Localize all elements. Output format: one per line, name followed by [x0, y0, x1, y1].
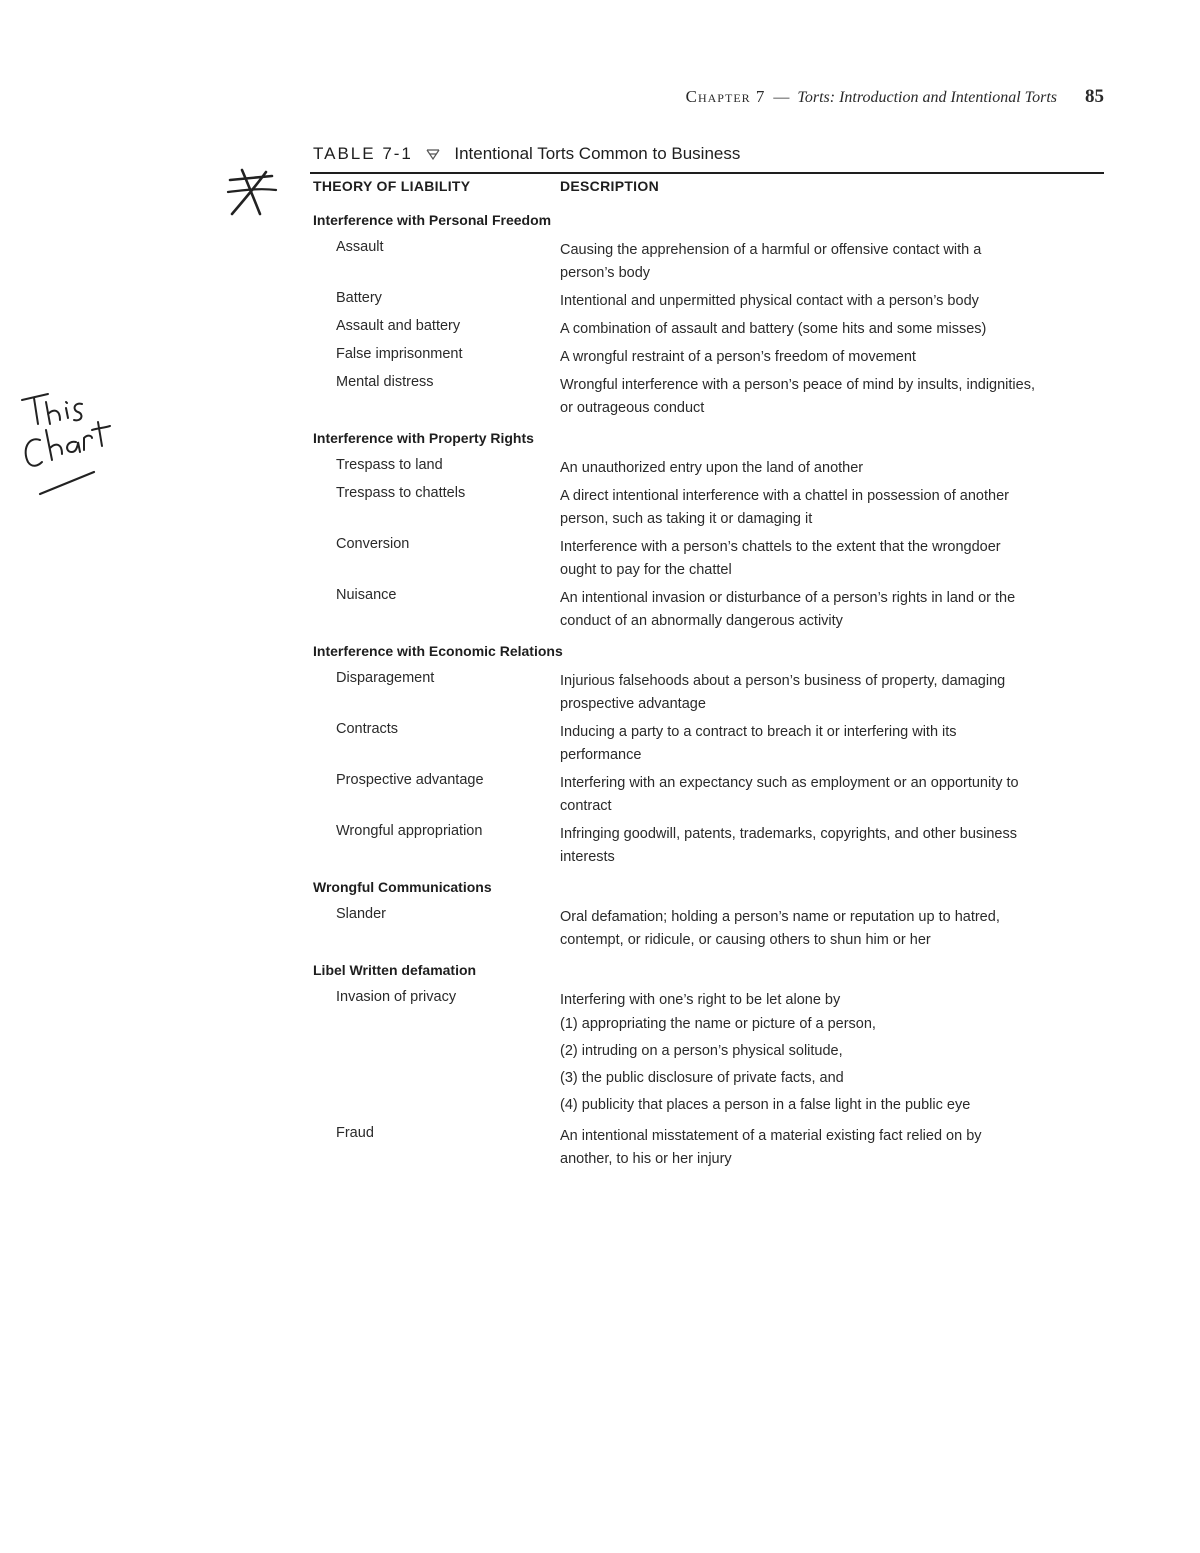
- chapter-title: Torts: Introduction and Intentional Torts: [797, 89, 1057, 106]
- section-heading: Interference with Property Rights: [313, 430, 534, 446]
- description-line: contract: [560, 798, 612, 814]
- handwritten-star-mark: [222, 168, 282, 220]
- theory-term: Mental distress: [336, 374, 434, 390]
- running-header: [630, 86, 1104, 108]
- theory-term: Prospective advantage: [336, 772, 484, 788]
- description-line: contempt, or ridicule, or causing others to shun him or her: [560, 932, 931, 948]
- table-caption: Intentional Torts Common to Business: [454, 144, 741, 163]
- description-line: person, such as taking it or damaging it: [560, 511, 813, 527]
- description-line: Wrongful interference with a person’s peace of mind by insults, indignities,: [560, 377, 1035, 393]
- description-line: interests: [560, 849, 615, 865]
- table-top-rule: [310, 172, 1104, 174]
- description-line: Interfering with an expectancy such as employment or an opportunity to: [560, 775, 1019, 791]
- description-line: prospective advantage: [560, 696, 706, 712]
- theory-term: Disparagement: [336, 670, 435, 686]
- description-line: A wrongful restraint of a person’s freedom of movement: [560, 349, 916, 365]
- table-ornament-icon: [426, 148, 440, 160]
- table-title: [313, 144, 740, 164]
- theory-term: Fraud: [336, 1125, 374, 1141]
- column-header-description: DESCRIPTION: [560, 178, 659, 194]
- theory-term: Trespass to land: [336, 457, 443, 473]
- theory-term: Wrongful appropriation: [336, 823, 483, 839]
- description-line: ought to pay for the chattel: [560, 562, 732, 578]
- description-line: A direct intentional interference with a chattel in possession of another: [560, 488, 1009, 504]
- theory-term: Contracts: [336, 721, 399, 737]
- description-line: An intentional invasion or disturbance of a person’s rights in land or the: [560, 590, 1016, 606]
- description-line: or outrageous conduct: [560, 400, 705, 416]
- section-heading: Libel Written defamation: [313, 962, 477, 978]
- theory-term: False imprisonment: [336, 346, 463, 362]
- description-line: Intentional and unpermitted physical contact with a person’s body: [560, 293, 979, 309]
- theory-term: Assault and battery: [336, 318, 461, 334]
- description-line: Interfering with one’s right to be let alone by: [560, 992, 841, 1008]
- theory-term: Invasion of privacy: [336, 989, 457, 1005]
- description-line: Infringing goodwill, patents, trademarks, copyrights, and other business: [560, 826, 1017, 842]
- column-header-theory: THEORY OF LIABILITY: [313, 178, 471, 194]
- chapter-label: Chapter 7: [685, 87, 766, 106]
- description-line: conduct of an abnormally dangerous activity: [560, 613, 843, 629]
- description-line: Inducing a party to a contract to breach it or interfering with its: [560, 724, 957, 740]
- description-line: Interference with a person’s chattels to the extent that the wrongdoer: [560, 539, 1001, 555]
- handwritten-margin-note: [14, 384, 114, 500]
- description-list-item: (2) intruding on a person’s physical solitude,: [560, 1043, 843, 1059]
- theory-term: Conversion: [336, 536, 410, 552]
- description-line: A combination of assault and battery (some hits and some misses): [560, 321, 987, 337]
- description-line: An intentional misstatement of a material existing fact relied on by: [560, 1128, 982, 1144]
- section-heading: Interference with Personal Freedom: [313, 212, 552, 228]
- description-list-item: (1) appropriating the name or picture of a person,: [560, 1016, 876, 1032]
- description-line: An unauthorized entry upon the land of another: [560, 460, 864, 476]
- description-line: performance: [560, 747, 642, 763]
- theory-term: Slander: [336, 906, 386, 922]
- theory-term: Nuisance: [336, 587, 397, 603]
- page-number: 85: [1085, 86, 1104, 107]
- description-line: another, to his or her injury: [560, 1151, 732, 1167]
- theory-term: Trespass to chattels: [336, 485, 466, 501]
- description-line: Causing the apprehension of a harmful or offensive contact with a: [560, 242, 982, 258]
- description-line: person’s body: [560, 265, 651, 281]
- header-separator: —: [773, 89, 790, 106]
- theory-term: Battery: [336, 290, 382, 306]
- description-list-item: (4) publicity that places a person in a false light in the public eye: [560, 1097, 971, 1113]
- section-heading: Interference with Economic Relations: [313, 643, 563, 659]
- table-label: TABLE 7-1: [313, 144, 413, 163]
- theory-term: Assault: [336, 239, 384, 255]
- section-heading: Wrongful Communications: [313, 879, 492, 895]
- description-line: Injurious falsehoods about a person’s business of property, damaging: [560, 673, 1006, 689]
- description-list-item: (3) the public disclosure of private facts, and: [560, 1070, 844, 1086]
- description-line: Oral defamation; holding a person’s name or reputation up to hatred,: [560, 909, 1000, 925]
